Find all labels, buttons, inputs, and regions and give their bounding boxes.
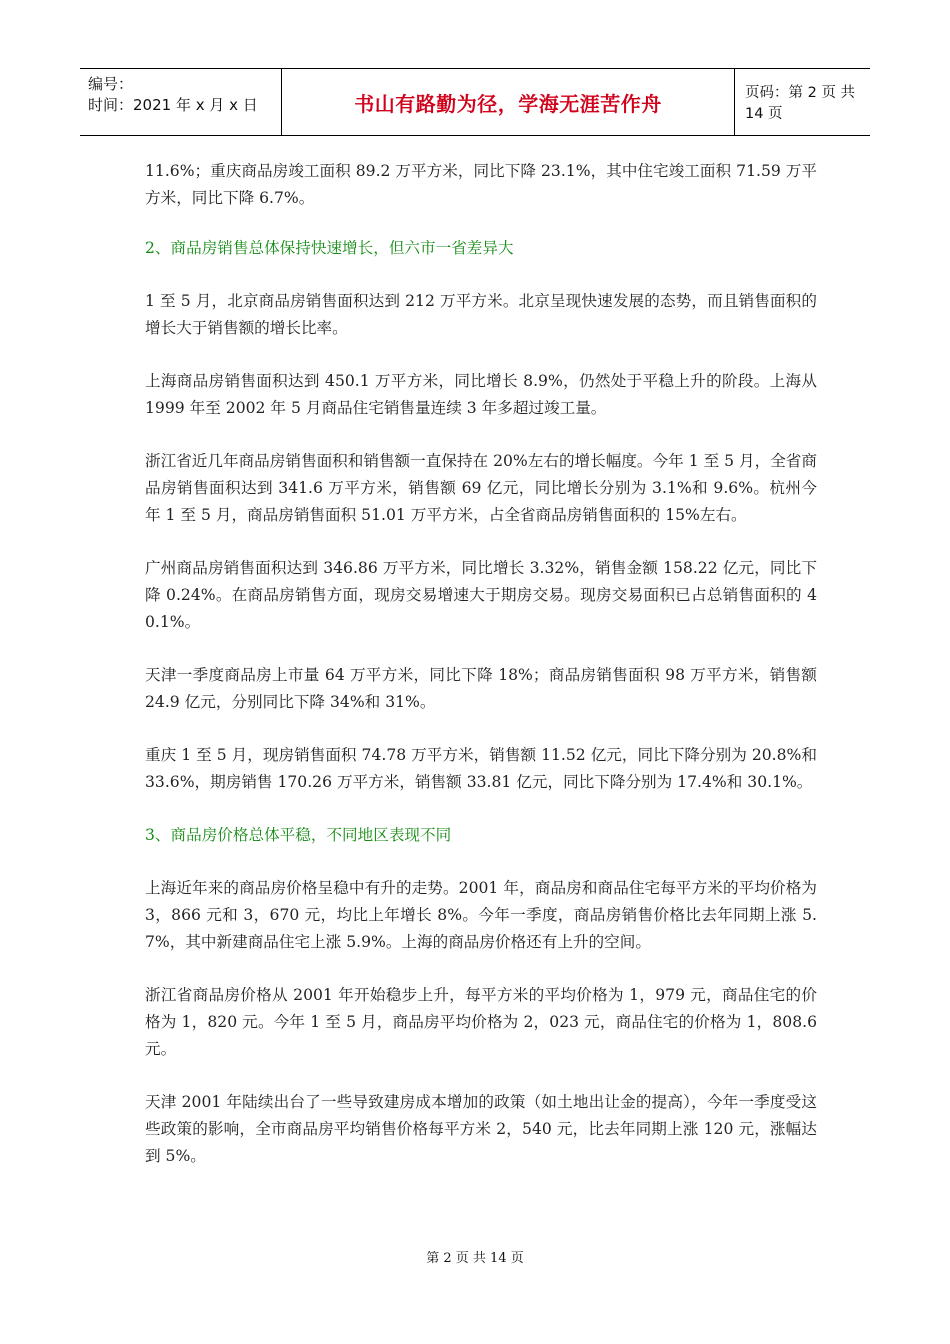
header-motto-cell — [282, 69, 735, 135]
paragraph: 上海近年来的商品房价格呈稳中有升的走势。2001 年，商品房和商品住宅每平方米的平均价格为 3，866 元和 3，670 元，均比上年增长 8%。今年一季度，商品房销售价格比去年同期上涨 5.7%，其中新建商品住宅上涨 5.9%。上海的商品房价格还有上升的空间。 — [145, 879, 817, 951]
header-page-info — [735, 69, 870, 135]
motto: 书山有路勤为径，学海无涯苦作舟 — [354, 91, 662, 116]
section-heading: 2、商品房销售总体保持快速增长，但六市一省差异大 — [145, 239, 514, 257]
page-footer — [0, 1247, 950, 1266]
paragraph: 浙江省近几年商品房销售面积和销售额一直保持在 20%左右的增长幅度。今年 1 至 5 月，全省商品房销售面积达到 341.6 万平方米，销售额 69 亿元，同比增长分别为 3.1%和 9.6%。杭州今年 1 至 5 月，商品房销售面积 51.01 万平方米，占全省商品房销售面积的 15%左右。 — [145, 452, 817, 524]
time-label: 时间：2021 年 x 月 x 日 — [88, 96, 258, 114]
paragraph: 天津一季度商品房上市量 64 万平方米，同比下降 18%；商品房销售面积 98 万平方米，销售额 24.9 亿元，分别同比下降 34%和 31%。 — [145, 666, 817, 711]
paragraph: 天津 2001 年陆续出台了一些导致建房成本增加的政策（如土地出让金的提高），今年一季度受这些政策的影响，全市商品房平均销售价格每平方米 2，540 元，比去年同期上涨 120 元，涨幅达到 5%。 — [145, 1093, 817, 1165]
serial-label: 编号： — [88, 75, 134, 93]
header-meta — [80, 69, 282, 135]
paragraph: 11.6%；重庆商品房竣工面积 89.2 万平方米，同比下降 23.1%，其中住宅竣工面积 71.59 万平方米，同比下降 6.7%。 — [145, 162, 817, 207]
document-body — [145, 158, 817, 1196]
paragraph: 上海商品房销售面积达到 450.1 万平方米，同比增长 8.9%，仍然处于平稳上升的阶段。上海从 1999 年至 2002 年 5 月商品住宅销售量连续 3 年多超过竣工量。 — [145, 372, 817, 417]
page-header — [80, 68, 870, 136]
footer-page-number: 第 2 页 共 14 页 — [426, 1251, 524, 1266]
paragraph: 浙江省商品房价格从 2001 年开始稳步上升，每平方米的平均价格为 1，979 元，商品住宅的价格为 1，820 元。今年 1 至 5 月，商品房平均价格为 2，023 元，商品住宅的价格为 1，808.6 元。 — [145, 986, 817, 1058]
paragraph: 1 至 5 月，北京商品房销售面积达到 212 万平方米。北京呈现快速发展的态势，而且销售面积的增长大于销售额的增长比率。 — [145, 292, 817, 337]
paragraph: 广州商品房销售面积达到 346.86 万平方米，同比增长 3.32%，销售金额 158.22 亿元，同比下降 0.24%。在商品房销售方面，现房交易增速大于期房交易。现房交易面积已占总销售面积的 40.1%。 — [145, 559, 817, 631]
section-heading: 3、商品房价格总体平稳，不同地区表现不同 — [145, 826, 452, 844]
page-info: 页码：第 2 页 共 14 页 — [745, 85, 856, 122]
paragraph: 重庆 1 至 5 月，现房销售面积 74.78 万平方米，销售额 11.52 亿元，同比下降分别为 20.8%和 33.6%，期房销售 170.26 万平方米，销售额 33.81 亿元，同比下降分别为 17.4%和 30.1%。 — [145, 746, 817, 791]
